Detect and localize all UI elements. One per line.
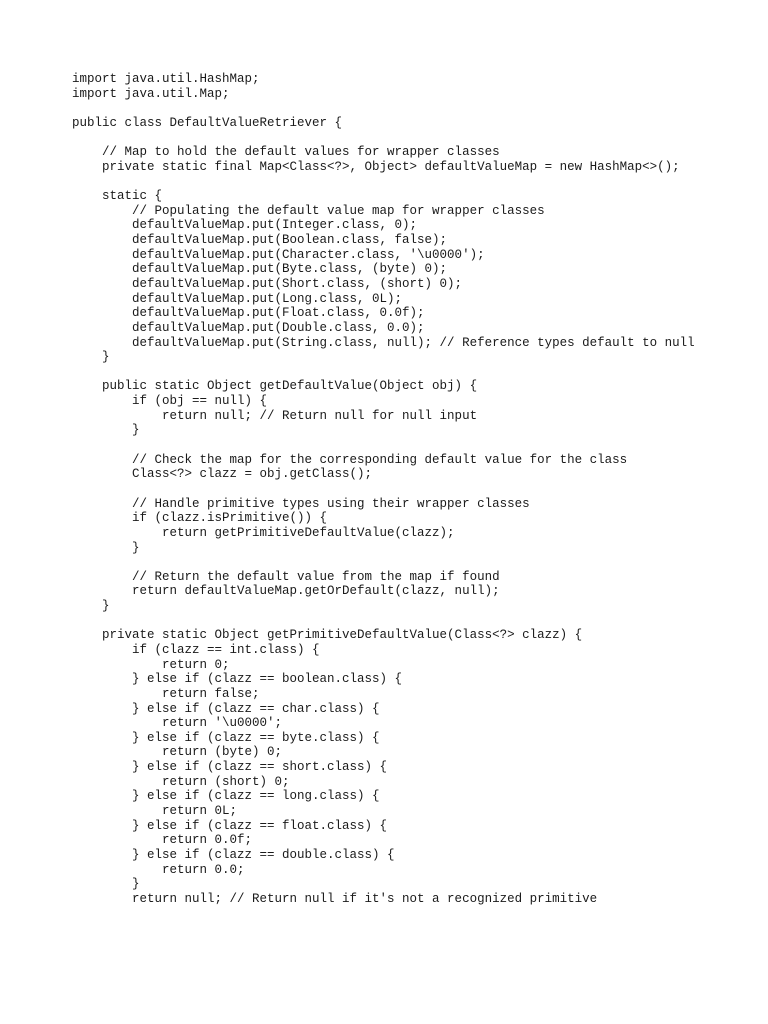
code-line: import java.util.HashMap;	[72, 72, 260, 86]
code-line: return 0L;	[72, 804, 238, 819]
code-line	[72, 101, 695, 116]
code-line: private static Object getPrimitiveDefaultValue(Class<?> clazz) {	[72, 628, 583, 643]
code-line: defaultValueMap.put(Long.class, 0L);	[72, 291, 403, 306]
code-line	[72, 555, 695, 570]
code-line: defaultValueMap.put(Short.class, (short) 0);	[72, 276, 463, 291]
code-line: defaultValueMap.put(Byte.class, (byte) 0);	[72, 262, 448, 277]
code-line: }	[72, 540, 140, 555]
code-line: defaultValueMap.put(Character.class, '\u0000');	[72, 247, 485, 262]
code-line	[72, 174, 695, 189]
code-line: // Handle primitive types using their wrapper classes	[72, 496, 530, 511]
code-line: return null; // Return null if it's not a recognized primitive	[72, 891, 598, 906]
code-line: } else if (clazz == float.class) {	[72, 818, 388, 833]
code-line	[72, 131, 695, 146]
code-block	[72, 72, 695, 907]
code-line: defaultValueMap.put(Integer.class, 0);	[72, 218, 418, 233]
code-line: } else if (clazz == short.class) {	[72, 760, 388, 775]
code-line: // Return the default value from the map if found	[72, 569, 500, 584]
code-line: Class<?> clazz = obj.getClass();	[72, 467, 373, 482]
code-line: defaultValueMap.put(Boolean.class, false);	[72, 233, 448, 248]
code-line: return (short) 0;	[72, 774, 290, 789]
code-line: // Populating the default value map for wrapper classes	[72, 203, 545, 218]
code-line: public static Object getDefaultValue(Object obj) {	[72, 379, 478, 394]
code-line: }	[72, 350, 110, 365]
code-line: return 0.0;	[72, 862, 245, 877]
code-line: } else if (clazz == double.class) {	[72, 847, 395, 862]
code-line: if (clazz == int.class) {	[72, 642, 320, 657]
code-line: return (byte) 0;	[72, 745, 283, 760]
code-line: return 0;	[72, 657, 230, 672]
code-line: return false;	[72, 686, 260, 701]
code-line: if (clazz.isPrimitive()) {	[72, 511, 328, 526]
code-line: defaultValueMap.put(Float.class, 0.0f);	[72, 306, 425, 321]
code-line: } else if (clazz == boolean.class) {	[72, 672, 403, 687]
code-line: import java.util.Map;	[72, 86, 230, 101]
code-line: } else if (clazz == long.class) {	[72, 789, 380, 804]
code-line: } else if (clazz == char.class) {	[72, 701, 380, 716]
code-line: return null; // Return null for null input	[72, 408, 478, 423]
code-line: private static final Map<Class<?>, Object> defaultValueMap = new HashMap<>();	[72, 159, 680, 174]
code-line: return defaultValueMap.getOrDefault(clazz, null);	[72, 584, 500, 599]
code-line: }	[72, 599, 110, 614]
code-line	[72, 365, 695, 380]
code-line: static {	[72, 189, 163, 204]
code-line: return '\u0000';	[72, 716, 283, 731]
code-line	[72, 614, 695, 629]
code-line	[72, 482, 695, 497]
code-line: } else if (clazz == byte.class) {	[72, 730, 380, 745]
code-line: defaultValueMap.put(String.class, null); // Reference types default to null	[72, 335, 695, 350]
code-line: }	[72, 423, 140, 438]
code-line: // Check the map for the corresponding default value for the class	[72, 452, 628, 467]
code-line: // Map to hold the default values for wrapper classes	[72, 145, 500, 160]
code-line: public class DefaultValueRetriever {	[72, 115, 343, 130]
code-line: }	[72, 877, 140, 892]
code-line	[72, 438, 695, 453]
code-line: return getPrimitiveDefaultValue(clazz);	[72, 525, 455, 540]
code-line: defaultValueMap.put(Double.class, 0.0);	[72, 320, 425, 335]
code-line: return 0.0f;	[72, 833, 253, 848]
code-line: if (obj == null) {	[72, 394, 268, 409]
